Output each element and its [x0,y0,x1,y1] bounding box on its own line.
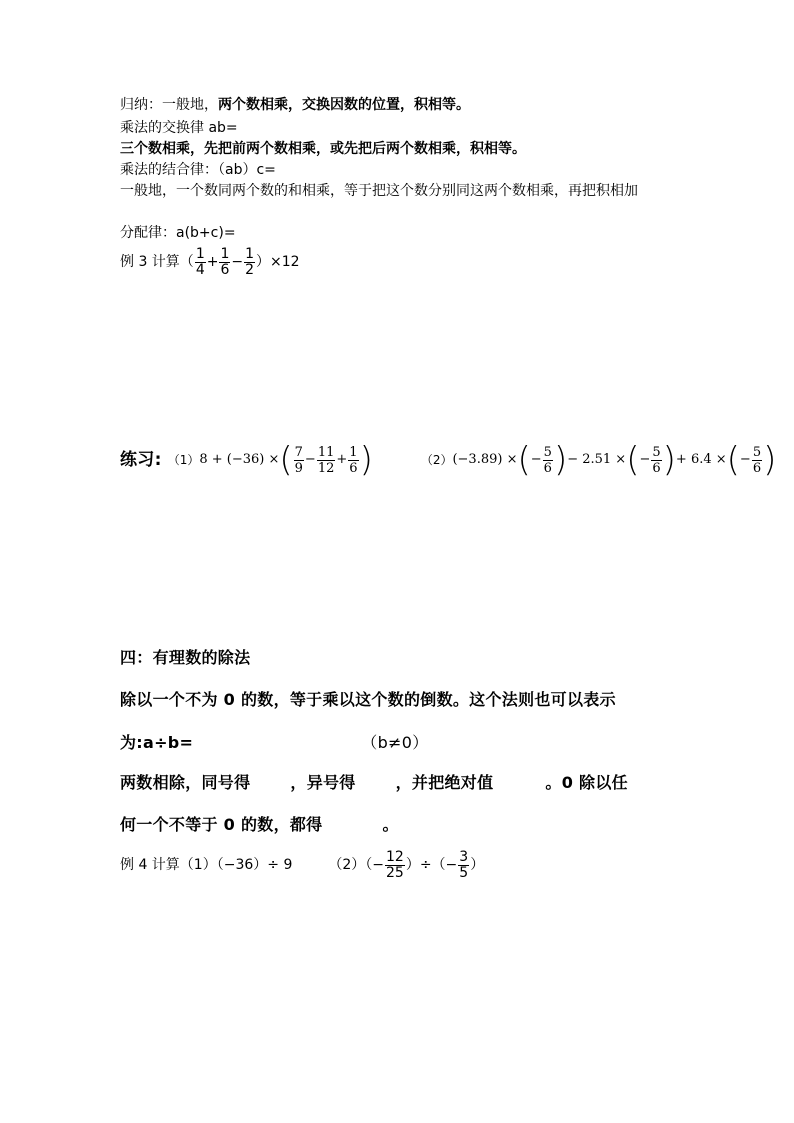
practice-1-number: （1） [167,453,200,467]
fraction-5-6a: $\frac{5}{6}$ [543,444,552,476]
associative-law-line: 乘法的结合律：（ab）c= [120,162,276,178]
practice-2-lead: (−3.89) × [452,452,518,467]
section-4-title: 四：有理数的除法 [120,648,251,667]
fraction-11-12: $\frac{11}{12}$ [317,444,335,476]
fraction-3-5: $\frac{3}{5}$ [459,848,469,881]
fraction-1-6: $\frac{1}{6}$ [220,245,230,278]
division-rule-line-1: 除以一个不为 0 的数，等于乘以这个数的倒数。这个法则也可以表示 [120,690,616,709]
practice-label: 练习: [120,450,162,470]
fraction-12-25: $\frac{12}{25}$ [386,848,404,881]
zero-division-rule-line: 何一个不等于 0 的数，都得 。 [120,815,399,834]
fraction-1-2: $\frac{1}{2}$ [245,245,255,278]
fraction-1-4: $\frac{1}{4}$ [195,245,205,278]
summary-commutative-rule [120,95,470,115]
division-sign-rule-line: 两数相除，同号得 ，异号得 ，并把绝对值 。0 除以任 [120,773,628,792]
example-4: 例 4 计算（1）（−36）÷ 9 （2）（− $\frac{12}{25}$ ）÷（− $\frac{3}{5}$ ） [120,848,485,881]
summary-prefix: 归纳：一般地， [120,97,218,113]
plus-operator: + [206,254,219,270]
fraction-7-9: $\frac{7}{9}$ [294,444,303,476]
minus-operator: − [231,254,244,270]
fraction-1-6b: $\frac{1}{6}$ [349,444,358,476]
example-4-part-1: 例 4 计算（1）（−36）÷ 9 [120,857,293,873]
distributive-law-line: 分配律：a(b+c)= [120,225,236,241]
practice-2-number: （2） [420,453,453,467]
practice-1-lead: 8 + (−36) × [199,452,280,467]
summary-bold-text: 两个数相乘，交换因数的位置，积相等。 [218,97,470,113]
distributive-rule-line: 一般地，一个数同两个数的和相乘，等于把这个数分别同这两个数相乘，再把积相加 [120,183,638,199]
fraction-5-6c: $\frac{5}{6}$ [752,444,762,476]
left-paren: ( [279,440,293,480]
division-rule-line-2: 为:a÷b= （b≠0） [120,733,429,752]
practice-row: 练习: （1） 8 + (−36) × ( $\frac{7}{9}$ − $\frac{11}{12}$ + $\frac{1}{6}$ ) （2） (−3.89) × ( − $\frac{5}{6}$ ) − 2.51 × ( − $\frac{5}{6}$ ) + 6.4 × ( − $\frac{5}{6}$ ) [120,440,777,480]
example-4-part-2: （2）（− [328,857,384,873]
example-3-label: 例 3 计算（ [120,254,194,270]
example-3-tail: ）×12 [256,254,300,270]
fraction-5-6b: $\frac{5}{6}$ [652,444,661,476]
example-3 [120,240,300,284]
commutative-law-line: 乘法的交换律 ab= [120,120,238,136]
right-paren: ) [359,440,373,480]
associative-rule-line: 三个数相乘，先把前两个数相乘，或先把后两个数相乘，积相等。 [120,141,526,157]
